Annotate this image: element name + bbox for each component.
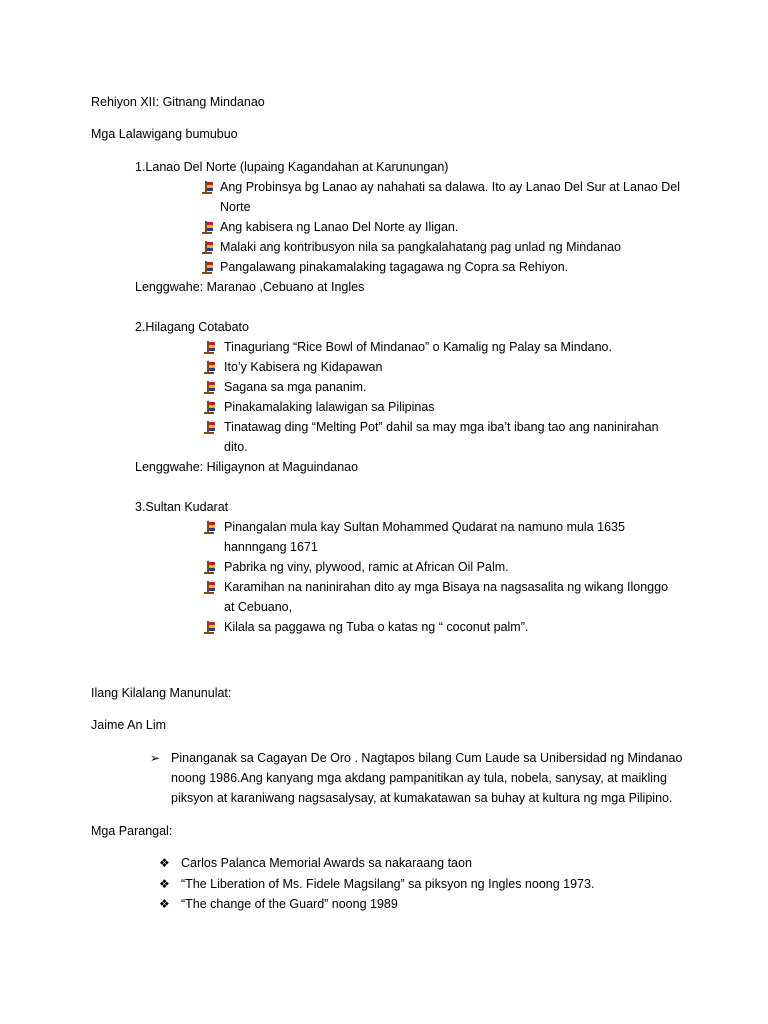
- writer-name: Jaime An Lim: [91, 718, 167, 732]
- flag-bullet-icon: [202, 520, 216, 534]
- diamond-bullet-icon: ❖: [159, 897, 170, 911]
- flag-bullet-icon: [202, 420, 216, 434]
- doc-title: Rehiyon XII: Gitnang Mindanao: [91, 95, 265, 109]
- doc-subtitle: Mga Lalawigang bumubuo: [91, 127, 238, 141]
- diamond-bullet-icon: ❖: [159, 877, 170, 891]
- language-line: Lenggwahe: Hiligaynon at Maguindanao: [135, 460, 359, 474]
- writers-heading: Ilang Kilalang Manunulat:: [91, 686, 232, 700]
- diamond-bullet-icon: ❖: [159, 856, 170, 870]
- flag-bullet-icon: [202, 360, 216, 374]
- flag-bullet-icon: [200, 220, 214, 234]
- flag-bullet-icon: [200, 260, 214, 274]
- province-heading: 1.Lanao Del Norte (lupaing Kagandahan at Karunungan): [135, 160, 449, 174]
- flag-bullet-icon: [202, 400, 216, 414]
- flag-bullet-icon: [200, 180, 214, 194]
- awards-heading: Mga Parangal:: [91, 824, 173, 838]
- flag-bullet-icon: [200, 240, 214, 254]
- flag-bullet-icon: [202, 620, 216, 634]
- arrow-bullet-icon: ➢: [150, 751, 161, 765]
- province-heading: 2.Hilagang Cotabato: [135, 320, 249, 334]
- flag-bullet-icon: [202, 340, 216, 354]
- document-page: Rehiyon XII: Gitnang Mindanao Mga Lalawigang bumubuo 1.Lanao Del Norte (lupaing Kagandahan at Karunungan) Ang Probinsya bg Lanao ay nahahati sa dalawa. Ito ay Lanao Del Sur at Lanao Del Norte Ang kabisera ng Lanao Del Norte ay Iligan. Malaki ang kontribusyon nila sa pangkalahatang pag unlad ng Mindanao Pangalawang pinakamalaking tagagawa ng Copra sa Rehiyon. Lenggwahe: Maranao ,Cebuano at Ingles 2.Hilagang Cotabato Tinaguriang “Rice Bowl of Mindanao” o Kamalig ng Palay sa Mindano. Ito’y Kabisera ng Kidapawan Sagana sa mga pananim. Pinakamalaking lalawigan sa Pilipinas Tinatawag ding “Melting Pot” dahil sa may mga iba’t ibang tao ang naninirahan dito. Lenggwahe: Hiligaynon at Maguindanao 3.Sultan Kudarat Pinangalan mula kay Sultan Mohammed Qudarat na namuno mula 1635 hannngang 1671 Pabrika ng viny, plywood, ramic at African Oil Palm. Karamihan na naninirahan dito ay mga Bisaya na nagsasalita ng wikang Ilonggo at Cebuano, Kilala sa paggawa ng Tuba o katas ng “ coconut palm”. Ilang Kilalang Manunulat: Jaime An Lim ➢ Pinanganak sa Cagayan De Oro . Nagtapos bilang Cum Laude sa Unibersidad ng Mindanao noong 1986.Ang kanyang mga akdang pampanitikan ay tula, nobela, sanysay, at maikling piksyon at karaniwang nagsasalysay, at kumakatawan sa buhay at kultura ng mga Pilipino. Mga Parangal: ❖ Carlos Palanca Memorial Awards sa nakaraang taon ❖ “The Liberation of Ms. Fidele Magsilang” sa piksyon ng Ingles noong 1973. ❖ “The change of the Guard” noong 1989: [91, 95, 683, 911]
- flag-bullet-icon: [202, 580, 216, 594]
- flag-bullet-icon: [202, 380, 216, 394]
- language-line: Lenggwahe: Maranao ,Cebuano at Ingles: [135, 280, 365, 294]
- province-heading: 3.Sultan Kudarat: [135, 500, 229, 514]
- flag-bullet-icon: [202, 560, 216, 574]
